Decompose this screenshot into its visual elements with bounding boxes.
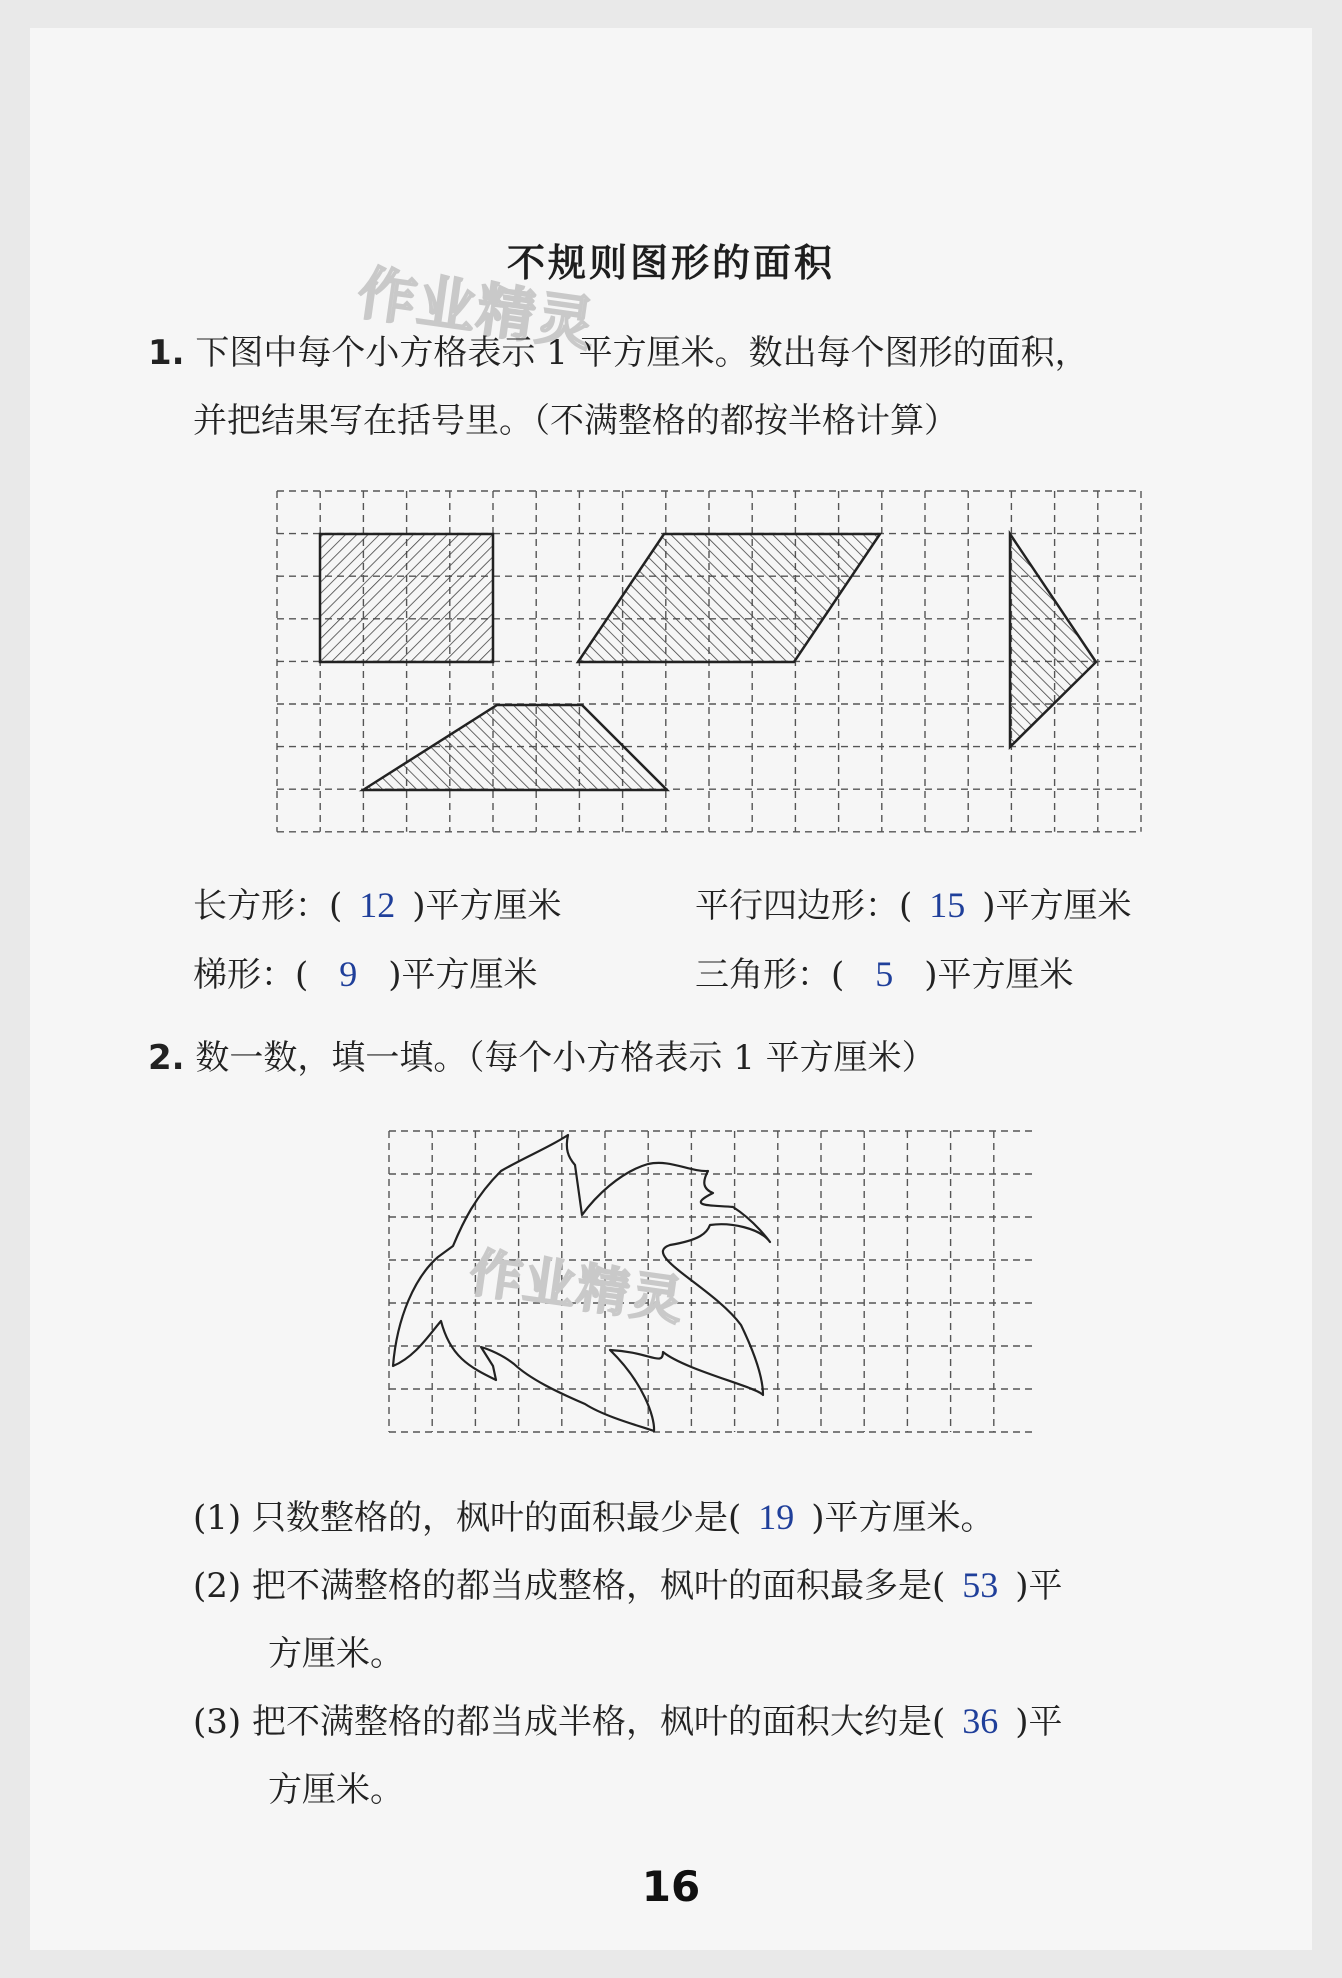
q2-item-2: (2) 把不满整格的都当成整格，枫叶的面积最多是( 53 )平 xyxy=(193,1565,1063,1606)
parallelogram-answer[interactable]: 15 xyxy=(929,885,966,925)
page-number: 16 xyxy=(641,1862,701,1911)
trapezoid-answer[interactable]: 9 xyxy=(339,954,358,994)
q2-answer-3[interactable]: 36 xyxy=(962,1701,999,1741)
q2-item-3: (3) 把不满整格的都当成半格，枫叶的面积大约是( 36 )平 xyxy=(193,1701,1063,1742)
parallelogram-answer-line: 平行四边形：( 15 )平方厘米 xyxy=(695,885,1132,926)
q1-line2: 并把结果写在括号里。（不满整格的都按半格计算） xyxy=(193,401,958,441)
trapezoid-shape xyxy=(363,705,667,790)
q2-answer-1[interactable]: 19 xyxy=(758,1497,795,1537)
watermark-2: 作业精灵 xyxy=(466,1243,689,1333)
q1-text-line1: 下图中每个小方格表示 1 平方厘米。数出每个图形的面积， xyxy=(195,333,1089,373)
q2-answer-2[interactable]: 53 xyxy=(962,1565,999,1605)
triangle-answer[interactable]: 5 xyxy=(875,954,894,994)
triangle-shape xyxy=(1010,534,1096,747)
rectangle-answer-line: 长方形：( 12 )平方厘米 xyxy=(193,885,562,926)
q1-line1 xyxy=(148,322,1089,384)
q2-item-1: (1) 只数整格的，枫叶的面积最少是( 19 )平方厘米。 xyxy=(193,1497,995,1538)
q1-number: 1. xyxy=(148,333,185,373)
page-title: 不规则图形的面积 xyxy=(506,241,835,285)
q2-line xyxy=(148,1027,936,1089)
q1-grid-figure xyxy=(270,485,1150,855)
watermark: 作业精灵 xyxy=(353,258,601,360)
q2-item-3-cont: 方厘米。 xyxy=(268,1770,404,1810)
triangle-answer-line: 三角形：( 5 )平方厘米 xyxy=(695,954,1074,995)
trapezoid-answer-line: 梯形：( 9 )平方厘米 xyxy=(193,954,538,995)
q2-item-2-cont: 方厘米。 xyxy=(268,1634,404,1674)
q2-text: 数一数，填一填。（每个小方格表示 1 平方厘米） xyxy=(195,1038,936,1078)
q2-number: 2. xyxy=(148,1038,185,1078)
rectangle-answer[interactable]: 12 xyxy=(359,885,396,925)
rectangle-shape xyxy=(320,534,493,662)
